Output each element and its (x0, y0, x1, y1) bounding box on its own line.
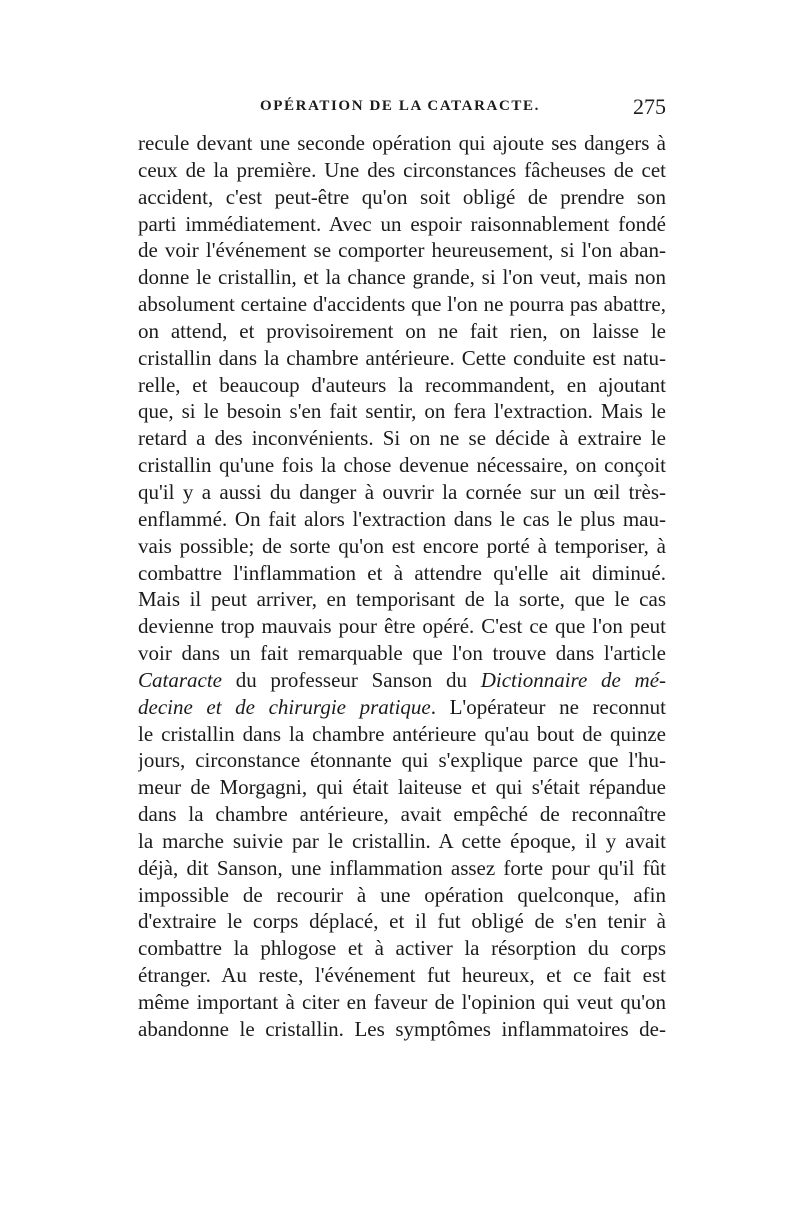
text-fragment: . L'opérateur ne reconnut (430, 694, 666, 719)
text-line: donne le cristallin, et la chance grande, si l'on veut, mais non (138, 265, 666, 290)
page-header (138, 94, 666, 130)
text-line: combattre la phlogose et à activer la résorption du corps (138, 936, 666, 961)
text-line: on attend, et provisoirement on ne fait rien, on laisse le (138, 318, 666, 343)
italic-title: Dictionnaire de mé- (480, 667, 666, 692)
text-line: ceux de la première. Une des circonstances fâcheuses de cet (138, 157, 666, 182)
text-line: voir dans un fait remarquable que l'on trouve dans l'article (138, 641, 666, 666)
text-fragment: du professeur Sanson du (222, 667, 481, 692)
text-line: la marche suivie par le cristallin. A cette époque, il y avait (138, 828, 666, 853)
body-text (138, 130, 666, 1043)
text-line: qu'il y a aussi du danger à ouvrir la cornée sur un œil très- (138, 479, 666, 504)
text-line: Mais il peut arriver, en temporisant de la sorte, que le cas (138, 587, 666, 612)
running-head: OPÉRATION DE LA CATARACTE. (260, 98, 540, 114)
text-line: accident, c'est peut-être qu'on soit obligé de prendre son (138, 184, 666, 209)
text-line: enflammé. On fait alors l'extraction dans le cas le plus mau- (138, 506, 666, 531)
text-line: retard a des inconvénients. Si on ne se décide à extraire le (138, 426, 666, 451)
page-number: 275 (633, 94, 666, 119)
text-line: combattre l'inflammation et à attendre qu'elle ait diminué. (138, 560, 666, 585)
text-line: recule devant une seconde opération qui ajoute ses dangers à (138, 131, 666, 155)
text-line: même important à citer en faveur de l'opinion qui veut qu'on (138, 990, 666, 1014)
italic-title: Cataracte (138, 667, 222, 692)
book-page (138, 94, 666, 1043)
text-line: devienne trop mauvais pour être opéré. C'est ce que l'on peut (138, 614, 666, 639)
text-line: vais possible; de sorte qu'on est encore porté à temporiser, à (138, 533, 666, 558)
text-line: abandonne le cristallin. Les symptômes inflammatoires de- (138, 1016, 666, 1041)
text-line: absolument certaine d'accidents que l'on ne pourra pas abattre, (138, 292, 666, 317)
text-line: de voir l'événement se comporter heureusement, si l'on aban- (138, 238, 666, 263)
text-line: relle, et beaucoup d'auteurs la recommandent, en ajoutant (138, 372, 666, 397)
text-line: cristallin dans la chambre antérieure. Cette conduite est natu- (138, 345, 666, 370)
text-line: impossible de recourir à une opération quelconque, afin (138, 882, 666, 907)
text-line: déjà, dit Sanson, une inflammation assez forte pour qu'il fût (138, 855, 666, 880)
text-line-with-title (138, 667, 666, 694)
text-line-with-title (138, 694, 666, 721)
text-line: dans la chambre antérieure, avait empêché de reconnaître (138, 802, 666, 827)
italic-title: decine et de chirurgie pratique (138, 694, 431, 719)
text-line: jours, circonstance étonnante qui s'explique parce que l'hu- (138, 748, 666, 773)
text-line: d'extraire le corps déplacé, et il fut obligé de s'en tenir à (138, 909, 666, 934)
text-line: meur de Morgagni, qui était laiteuse et qui s'était répandue (138, 775, 666, 800)
text-line: parti immédiatement. Avec un espoir raisonnablement fondé (138, 211, 666, 236)
text-line: le cristallin dans la chambre antérieure qu'au bout de quinze (138, 721, 666, 746)
text-line: que, si le besoin s'en fait sentir, on fera l'extraction. Mais le (138, 399, 666, 424)
text-line: étranger. Au reste, l'événement fut heureux, et ce fait est (138, 963, 666, 988)
text-line: cristallin qu'une fois la chose devenue nécessaire, on conçoit (138, 453, 666, 478)
